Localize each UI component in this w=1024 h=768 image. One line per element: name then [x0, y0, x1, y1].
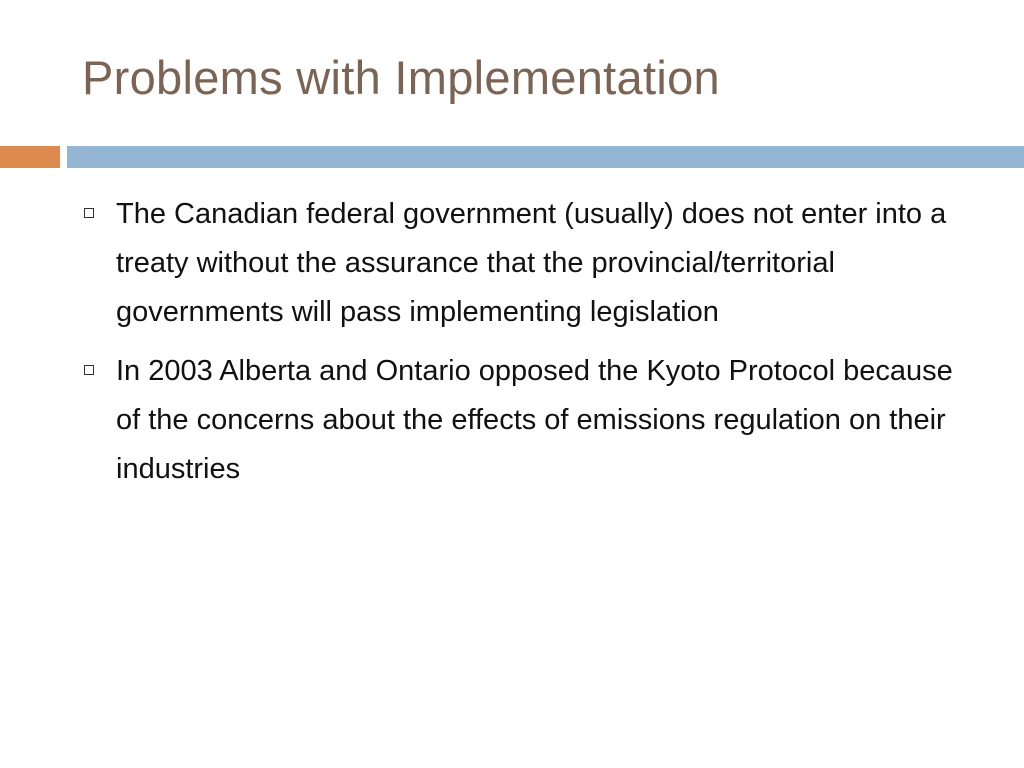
- title-divider-bar: [67, 146, 1024, 168]
- bullet-item: [80, 347, 980, 494]
- bullet-text: In 2003 Alberta and Ontario opposed the Kyoto Protocol because of the concerns about the effects of emissions regulation on their industries: [116, 355, 953, 485]
- hollow-square-icon: [84, 208, 94, 218]
- bullet-list: [80, 190, 980, 504]
- slide-title: Problems with Implementation: [82, 51, 720, 104]
- title-divider-accent: [0, 146, 60, 168]
- bullet-item: [80, 190, 980, 337]
- bullet-text: The Canadian federal government (usually) does not enter into a treaty without the assurance that the provincial/territorial governments will pass implementing legislation: [116, 198, 947, 328]
- hollow-square-icon: [84, 365, 94, 375]
